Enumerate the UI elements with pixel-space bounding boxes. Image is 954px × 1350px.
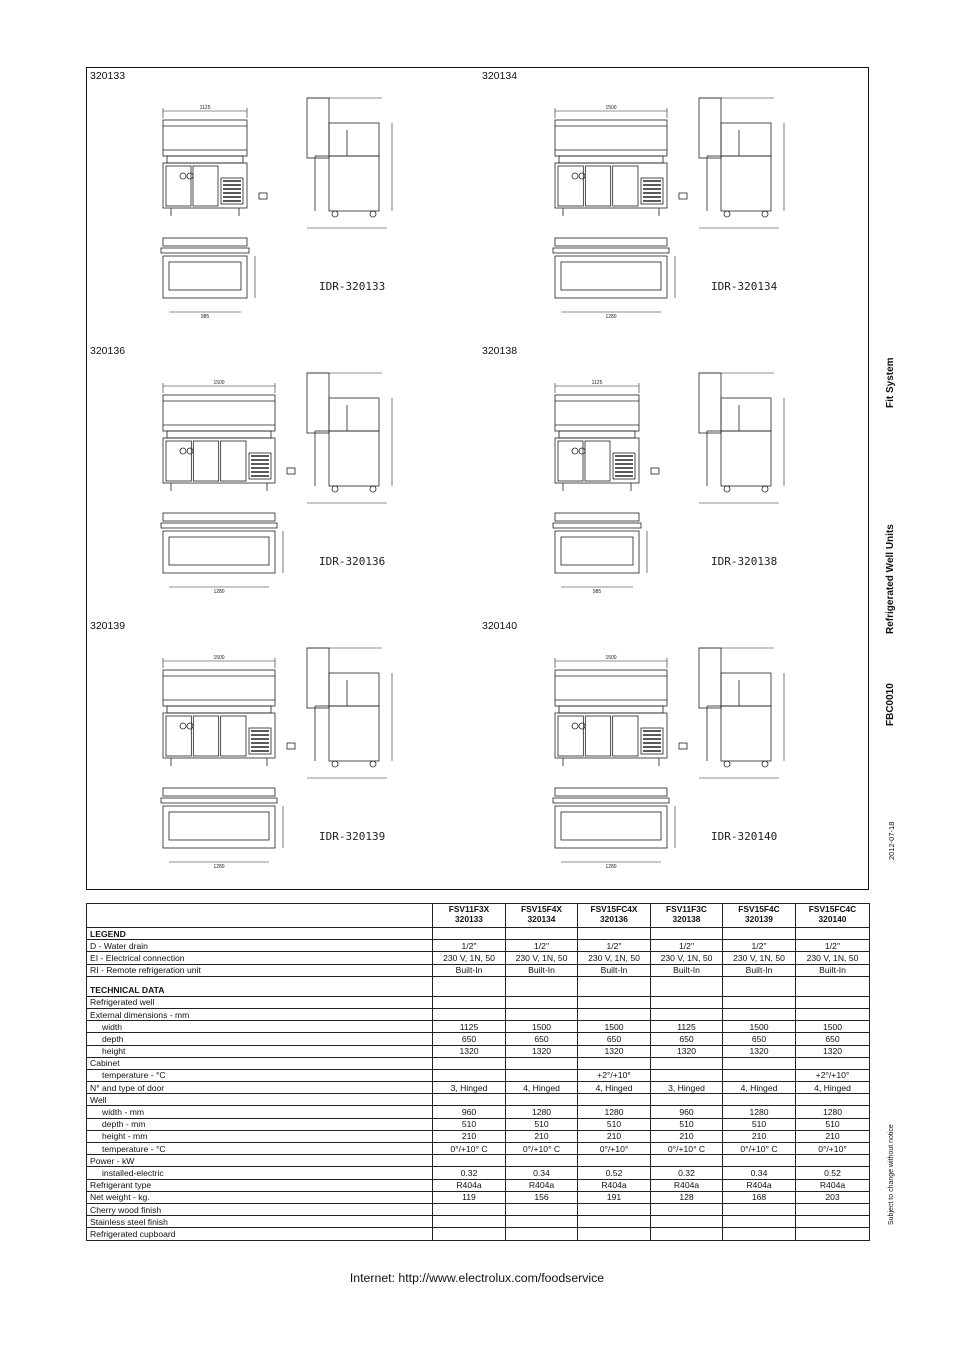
- value-cell: [506, 928, 578, 940]
- value-cell: [796, 1008, 870, 1020]
- model-name: FSV15F4C: [738, 904, 780, 914]
- drawing-well-dimension: 1280: [605, 864, 617, 870]
- table-row: [87, 1033, 870, 1045]
- value-cell: [651, 976, 723, 996]
- value-cell: R404a: [506, 1179, 578, 1191]
- value-cell: 1125: [651, 1021, 723, 1033]
- value-cell: +2°/+10°: [796, 1069, 870, 1081]
- drawing-well-dimension: 985: [200, 314, 210, 320]
- drawing-cell: [479, 68, 869, 340]
- value-cell: 1320: [651, 1045, 723, 1057]
- value-cell: 0.32: [651, 1167, 723, 1179]
- drawing-well-dimension: 985: [592, 589, 602, 595]
- value-cell: R404a: [651, 1179, 723, 1191]
- row-label: temperature - °C: [87, 1069, 433, 1081]
- drawing-svg: [479, 618, 869, 890]
- drawing-tag: IDR-320136: [319, 555, 386, 568]
- value-cell: [651, 1094, 723, 1106]
- value-cell: 510: [796, 1118, 870, 1130]
- value-cell: 1/2": [796, 940, 870, 952]
- value-cell: [796, 996, 870, 1008]
- value-cell: [796, 1228, 870, 1240]
- value-cell: 210: [506, 1130, 578, 1142]
- value-cell: 1280: [506, 1106, 578, 1118]
- value-cell: [578, 928, 651, 940]
- row-label: Refrigerant type: [87, 1179, 433, 1191]
- value-cell: [506, 1069, 578, 1081]
- drawing-svg: [87, 343, 477, 615]
- row-label: depth - mm: [87, 1118, 433, 1130]
- value-cell: 650: [433, 1033, 506, 1045]
- value-cell: [578, 1008, 651, 1020]
- value-cell: [723, 1203, 796, 1215]
- value-cell: [723, 976, 796, 996]
- value-cell: Built-In: [578, 964, 651, 976]
- value-cell: 1320: [578, 1045, 651, 1057]
- value-cell: 210: [796, 1130, 870, 1142]
- value-cell: +2°/+10°: [578, 1069, 651, 1081]
- column-header-model: [578, 904, 651, 928]
- value-cell: [796, 976, 870, 996]
- value-cell: 210: [723, 1130, 796, 1142]
- row-label: EI - Electrical connection: [87, 952, 433, 964]
- value-cell: [796, 1216, 870, 1228]
- value-cell: 230 V, 1N, 50: [578, 952, 651, 964]
- value-cell: 0°/+10° C: [506, 1143, 578, 1155]
- value-cell: R404a: [433, 1179, 506, 1191]
- value-cell: [506, 1094, 578, 1106]
- value-cell: [723, 1155, 796, 1167]
- value-cell: [578, 1057, 651, 1069]
- value-cell: 1320: [796, 1045, 870, 1057]
- value-cell: 510: [433, 1118, 506, 1130]
- value-cell: [433, 1203, 506, 1215]
- value-cell: 1/2": [578, 940, 651, 952]
- value-cell: [723, 1094, 796, 1106]
- table-row: [87, 996, 870, 1008]
- drawing-cell: [479, 343, 869, 615]
- value-cell: 1125: [433, 1021, 506, 1033]
- value-cell: [796, 1203, 870, 1215]
- table-row: [87, 1118, 870, 1130]
- row-label: Well: [87, 1094, 433, 1106]
- value-cell: [796, 1155, 870, 1167]
- value-cell: 156: [506, 1191, 578, 1203]
- value-cell: 650: [723, 1033, 796, 1045]
- value-cell: [506, 996, 578, 1008]
- value-cell: [723, 1069, 796, 1081]
- table-row: [87, 1155, 870, 1167]
- drawing-well-dimension: 1280: [213, 864, 225, 870]
- table-row: [87, 1094, 870, 1106]
- model-name: FSV15F4X: [521, 904, 562, 914]
- column-header-model: [796, 904, 870, 928]
- value-cell: 1280: [723, 1106, 796, 1118]
- value-cell: 0.32: [433, 1167, 506, 1179]
- value-cell: [578, 1228, 651, 1240]
- value-cell: 1320: [433, 1045, 506, 1057]
- table-row: [87, 952, 870, 964]
- value-cell: R404a: [723, 1179, 796, 1191]
- drawing-svg: [479, 68, 869, 340]
- value-cell: [723, 1228, 796, 1240]
- value-cell: 1/2": [723, 940, 796, 952]
- value-cell: 650: [651, 1033, 723, 1045]
- value-cell: 210: [433, 1130, 506, 1142]
- drawing-cell: [87, 618, 477, 890]
- row-label: width - mm: [87, 1106, 433, 1118]
- value-cell: [723, 1008, 796, 1020]
- value-cell: 1/2": [433, 940, 506, 952]
- value-cell: [578, 1216, 651, 1228]
- drawing-model-number: 320134: [482, 70, 518, 82]
- drawing-model-number: 320133: [90, 70, 126, 82]
- row-label: Net weight - kg.: [87, 1191, 433, 1203]
- value-cell: [578, 1155, 651, 1167]
- drawing-cell: [87, 343, 477, 615]
- sidebar-date: 2012-07-18: [887, 821, 896, 860]
- row-label: Power - kW: [87, 1155, 433, 1167]
- value-cell: 203: [796, 1191, 870, 1203]
- technical-drawings-frame: [86, 67, 869, 890]
- row-label: depth: [87, 1033, 433, 1045]
- value-cell: 1500: [578, 1021, 651, 1033]
- drawing-tag: IDR-320133: [319, 280, 386, 293]
- value-cell: 1/2": [506, 940, 578, 952]
- row-label: Refrigerated cupboard: [87, 1228, 433, 1240]
- value-cell: [723, 928, 796, 940]
- drawing-tag: IDR-320134: [711, 280, 778, 293]
- value-cell: 4, Hinged: [723, 1082, 796, 1094]
- value-cell: R404a: [796, 1179, 870, 1191]
- value-cell: 191: [578, 1191, 651, 1203]
- value-cell: 510: [506, 1118, 578, 1130]
- technical-data-table-wrap: [86, 903, 869, 1241]
- table-row: [87, 1179, 870, 1191]
- value-cell: [723, 1057, 796, 1069]
- value-cell: 960: [433, 1106, 506, 1118]
- value-cell: [506, 976, 578, 996]
- value-cell: [433, 1069, 506, 1081]
- drawing-svg: [87, 618, 477, 890]
- row-label: Cabinet: [87, 1057, 433, 1069]
- value-cell: 230 V, 1N, 50: [506, 952, 578, 964]
- row-label: N° and type of door: [87, 1082, 433, 1094]
- value-cell: 650: [578, 1033, 651, 1045]
- value-cell: 510: [651, 1118, 723, 1130]
- value-cell: Built-In: [723, 964, 796, 976]
- value-cell: [433, 1094, 506, 1106]
- value-cell: [433, 928, 506, 940]
- value-cell: [796, 928, 870, 940]
- table-row: [87, 1045, 870, 1057]
- value-cell: Built-In: [651, 964, 723, 976]
- value-cell: 650: [506, 1033, 578, 1045]
- value-cell: 1280: [578, 1106, 651, 1118]
- drawing-tag: IDR-320139: [319, 830, 386, 843]
- table-row: [87, 976, 870, 996]
- value-cell: Built-In: [433, 964, 506, 976]
- column-header-model: [433, 904, 506, 928]
- value-cell: 119: [433, 1191, 506, 1203]
- value-cell: [433, 1216, 506, 1228]
- row-label: height - mm: [87, 1130, 433, 1142]
- value-cell: 1/2": [651, 940, 723, 952]
- row-label: External dimensions - mm: [87, 1008, 433, 1020]
- value-cell: [578, 996, 651, 1008]
- value-cell: [506, 1155, 578, 1167]
- value-cell: [651, 1216, 723, 1228]
- column-header-model: [723, 904, 796, 928]
- model-code: 320140: [818, 913, 847, 924]
- table-row: [87, 964, 870, 976]
- value-cell: 0°/+10°: [578, 1143, 651, 1155]
- model-code: 320134: [527, 913, 556, 924]
- value-cell: 230 V, 1N, 50: [433, 952, 506, 964]
- value-cell: [578, 1203, 651, 1215]
- table-row: [87, 1216, 870, 1228]
- row-label: width: [87, 1021, 433, 1033]
- value-cell: [433, 1228, 506, 1240]
- technical-data-table: [86, 903, 870, 1241]
- table-row: [87, 1008, 870, 1020]
- drawing-width-dimension: 1500: [605, 655, 617, 661]
- value-cell: 1280: [796, 1106, 870, 1118]
- value-cell: [433, 976, 506, 996]
- footer-website-url: Internet: http://www.electrolux.com/foodservice: [349, 1271, 605, 1285]
- value-cell: 510: [723, 1118, 796, 1130]
- table-header-blank: [87, 904, 433, 928]
- value-cell: 1320: [723, 1045, 796, 1057]
- value-cell: 4, Hinged: [578, 1082, 651, 1094]
- drawing-model-number: 320138: [482, 345, 518, 357]
- row-label: D - Water drain: [87, 940, 433, 952]
- sidebar-notice: Subject to change without notice: [888, 1124, 895, 1225]
- drawing-width-dimension: 1125: [591, 380, 603, 386]
- table-row: [87, 1106, 870, 1118]
- value-cell: [796, 1057, 870, 1069]
- value-cell: [723, 996, 796, 1008]
- value-cell: 0.34: [506, 1167, 578, 1179]
- row-label: RI - Remote refrigeration unit: [87, 964, 433, 976]
- column-header-model: [506, 904, 578, 928]
- value-cell: 230 V, 1N, 50: [796, 952, 870, 964]
- table-row: [87, 1021, 870, 1033]
- value-cell: 3, Hinged: [651, 1082, 723, 1094]
- value-cell: [651, 1155, 723, 1167]
- sidebar-document-code: FBC0010: [885, 683, 896, 726]
- value-cell: 3, Hinged: [433, 1082, 506, 1094]
- table-row: [87, 1167, 870, 1179]
- value-cell: [506, 1228, 578, 1240]
- value-cell: [651, 1069, 723, 1081]
- column-header-model: [651, 904, 723, 928]
- model-name: FSV11F3X: [448, 904, 490, 914]
- table-row: [87, 1130, 870, 1142]
- value-cell: [433, 1155, 506, 1167]
- value-cell: 960: [651, 1106, 723, 1118]
- model-code: 320138: [672, 913, 701, 924]
- value-cell: 128: [651, 1191, 723, 1203]
- value-cell: 4, Hinged: [506, 1082, 578, 1094]
- value-cell: [433, 996, 506, 1008]
- value-cell: 168: [723, 1191, 796, 1203]
- table-row: [87, 1143, 870, 1155]
- table-row: [87, 1069, 870, 1081]
- value-cell: [578, 976, 651, 996]
- drawing-model-number: 320139: [90, 620, 126, 632]
- drawing-svg: [87, 68, 477, 340]
- table-row: [87, 1228, 870, 1240]
- row-label: LEGEND: [87, 928, 433, 940]
- drawing-model-number: 320140: [482, 620, 518, 632]
- value-cell: 0°/+10° C: [433, 1143, 506, 1155]
- drawing-well-dimension: 1280: [605, 314, 617, 320]
- row-label: Cherry wood finish: [87, 1203, 433, 1215]
- row-label: temperature - °C: [87, 1143, 433, 1155]
- value-cell: [433, 1008, 506, 1020]
- value-cell: 210: [578, 1130, 651, 1142]
- value-cell: [506, 1057, 578, 1069]
- value-cell: 230 V, 1N, 50: [723, 952, 796, 964]
- value-cell: 650: [796, 1033, 870, 1045]
- table-row: [87, 928, 870, 940]
- row-label: height: [87, 1045, 433, 1057]
- value-cell: [578, 1094, 651, 1106]
- row-label: installed-electric: [87, 1167, 433, 1179]
- model-code: 320136: [600, 913, 628, 924]
- value-cell: 230 V, 1N, 50: [651, 952, 723, 964]
- drawing-model-number: 320136: [90, 345, 126, 357]
- value-cell: 0.34: [723, 1167, 796, 1179]
- drawing-width-dimension: 1125: [199, 105, 211, 111]
- drawing-cell: [87, 68, 477, 340]
- value-cell: 1320: [506, 1045, 578, 1057]
- value-cell: 4, Hinged: [796, 1082, 870, 1094]
- drawing-width-dimension: 1500: [213, 380, 225, 386]
- value-cell: Built-In: [796, 964, 870, 976]
- drawing-width-dimension: 1500: [605, 105, 617, 111]
- row-label: Stainless steel finish: [87, 1216, 433, 1228]
- value-cell: 1500: [723, 1021, 796, 1033]
- model-name: FSV15FC4X: [590, 904, 638, 914]
- value-cell: [651, 1203, 723, 1215]
- drawing-tag: IDR-320138: [711, 555, 778, 568]
- table-row: [87, 1082, 870, 1094]
- value-cell: [796, 1094, 870, 1106]
- sidebar-product-line: Refrigerated Well Units: [885, 524, 896, 634]
- value-cell: 210: [651, 1130, 723, 1142]
- value-cell: [723, 1216, 796, 1228]
- drawing-svg: [479, 343, 869, 615]
- value-cell: [506, 1008, 578, 1020]
- sidebar-fit-system: Fit System: [885, 357, 896, 408]
- value-cell: 0°/+10°: [796, 1143, 870, 1155]
- value-cell: [433, 1057, 506, 1069]
- value-cell: [651, 928, 723, 940]
- table-row: [87, 1203, 870, 1215]
- drawing-tag: IDR-320140: [711, 830, 778, 843]
- value-cell: 510: [578, 1118, 651, 1130]
- value-cell: [651, 996, 723, 1008]
- value-cell: [651, 1228, 723, 1240]
- value-cell: 1500: [506, 1021, 578, 1033]
- value-cell: 0°/+10° C: [651, 1143, 723, 1155]
- value-cell: [651, 1057, 723, 1069]
- model-code: 320139: [745, 913, 773, 924]
- drawing-well-dimension: 1280: [213, 589, 225, 595]
- table-row: [87, 1191, 870, 1203]
- model-code: 320133: [455, 913, 483, 924]
- value-cell: 1500: [796, 1021, 870, 1033]
- value-cell: [651, 1008, 723, 1020]
- value-cell: [506, 1216, 578, 1228]
- model-name: FSV15FC4C: [808, 904, 857, 914]
- value-cell: 0.52: [796, 1167, 870, 1179]
- model-name: FSV11F3C: [666, 904, 707, 914]
- row-label: TECHNICAL DATA: [87, 976, 433, 996]
- value-cell: 0.52: [578, 1167, 651, 1179]
- drawing-cell: [479, 618, 869, 890]
- value-cell: Built-In: [506, 964, 578, 976]
- drawing-width-dimension: 1500: [213, 655, 225, 661]
- value-cell: [506, 1203, 578, 1215]
- value-cell: 0°/+10° C: [723, 1143, 796, 1155]
- value-cell: R404a: [578, 1179, 651, 1191]
- table-row: [87, 1057, 870, 1069]
- table-row: [87, 940, 870, 952]
- row-label: Refrigerated well: [87, 996, 433, 1008]
